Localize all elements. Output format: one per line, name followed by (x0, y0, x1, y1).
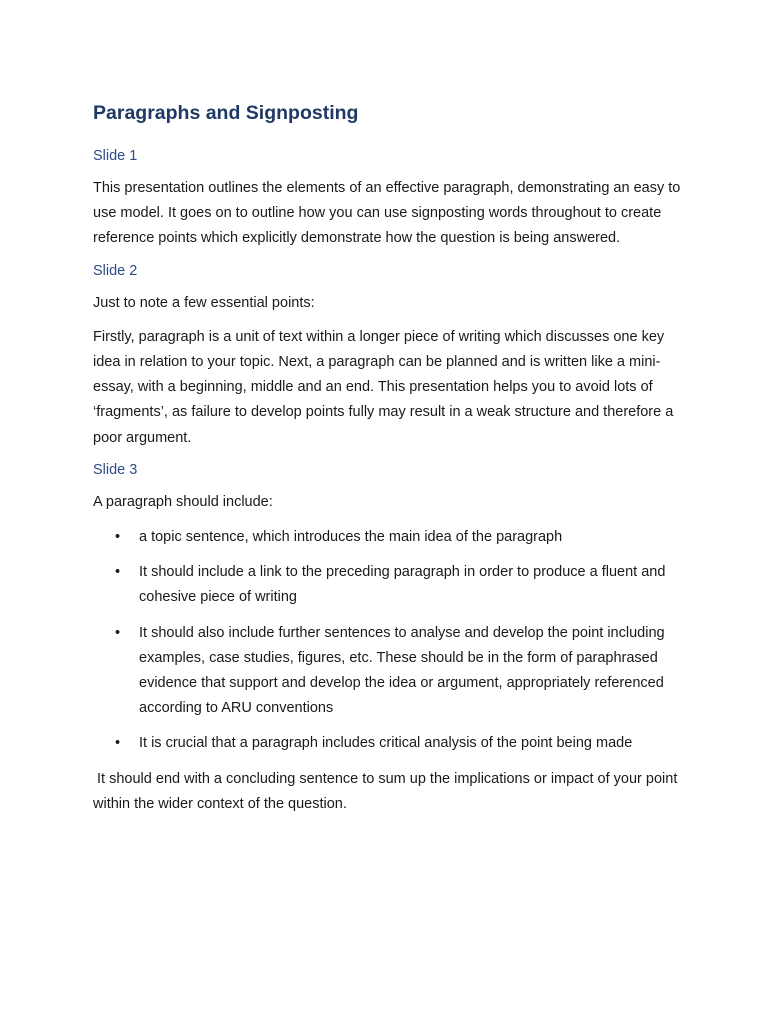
slide-1-paragraph: This presentation outlines the elements of an effective paragraph, demonstrating an easy to use model. It goes on to outline how you can use signposting words throughout to create reference points which explicitly demonstrate how the question is being answered. (93, 180, 681, 247)
bullet-point-icon: • (115, 529, 121, 546)
bullet-item (93, 560, 683, 610)
bullet-text: It is crucial that a paragraph includes critical analysis of the point being made (139, 735, 633, 752)
slide-1-heading: Slide 1 (93, 148, 138, 164)
bullet-item (93, 525, 683, 550)
bullet-point-icon: • (115, 735, 121, 752)
bullet-item (93, 621, 683, 722)
bullet-text: It should include a link to the preceding paragraph in order to produce a fluent and cohesive piece of writing (139, 564, 666, 606)
document-title: Paragraphs and Signposting (93, 102, 359, 124)
slide-2-body-paragraph: Firstly, paragraph is a unit of text within a longer piece of writing which discusses one key idea in relation to your topic. Next, a paragraph can be planned and is written like a mini-essay, with a beginning, middle and an end. This presentation helps you to avoid lots of ‘fragments’, as failure to develop points fully may result in a weak structure and therefore a poor argument. (93, 328, 674, 446)
slide-2-intro-paragraph: Just to note a few essential points: (93, 294, 315, 311)
bullet-point-icon: • (115, 564, 121, 581)
slide-2-heading: Slide 2 (93, 262, 138, 279)
slide-3-intro: A paragraph should include: (93, 493, 273, 510)
slide-3-heading: Slide 3 (93, 461, 138, 478)
slide-3-closing-paragraph: It should end with a concluding sentence to sum up the implications or impact of your point within the wider context of the question. (93, 770, 682, 812)
document-page (93, 96, 683, 817)
bullet-point-icon: • (115, 624, 121, 641)
bullet-item (93, 731, 683, 756)
slide-3-bullet-list (93, 525, 683, 757)
bullet-text: a topic sentence, which introduces the main idea of the paragraph (139, 529, 563, 546)
bullet-text: It should also include further sentences to analyse and develop the point including examples, case studies, figures, etc. These should be in the form of paraphrased evidence that support and develop the idea or argument, appropriately referenced according to ARU conventions (139, 624, 665, 717)
